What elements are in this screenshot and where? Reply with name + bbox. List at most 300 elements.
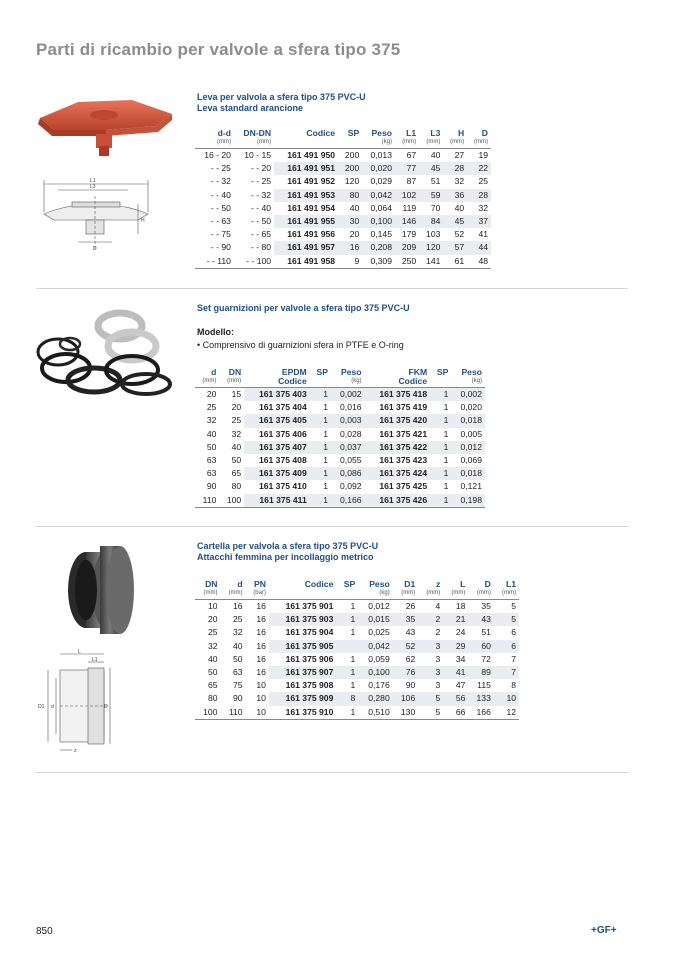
table-cell: - - 65 xyxy=(250,229,272,240)
code-cell: 161 491 954 xyxy=(287,202,336,213)
table-cell: 133 xyxy=(468,692,494,705)
col-header: Peso xyxy=(371,128,392,138)
table-cell: 0,208 xyxy=(362,241,395,254)
code-cell: 161 491 955 xyxy=(274,215,338,228)
table-cell: 50 xyxy=(233,653,243,664)
end-connector-section-heading xyxy=(197,541,378,563)
lever-title: Leva per valvola a sfera tipo 375 PVC-U xyxy=(197,92,366,102)
table-cell: 0,018 xyxy=(451,414,485,427)
table-row xyxy=(195,494,485,508)
lever-table xyxy=(195,128,491,269)
drawing-label-small-d: d xyxy=(51,704,54,710)
table-cell: 1 xyxy=(336,613,358,626)
drawing-label-l1: L1 xyxy=(90,178,96,184)
code-cell: 161 491 957 xyxy=(274,241,338,254)
table-cell: 40 xyxy=(207,653,218,664)
table-cell: 65 xyxy=(207,680,218,691)
table-cell: 30 xyxy=(338,215,362,228)
table-cell: 1 xyxy=(350,601,356,611)
col-unit xyxy=(338,138,362,149)
table-row xyxy=(195,255,491,269)
lever-technical-drawing xyxy=(38,176,158,258)
code-cell: 161 375 903 xyxy=(269,613,336,626)
code-cell: 161 375 422 xyxy=(365,441,431,454)
col-header: SP xyxy=(436,367,449,377)
code-cell: 161 375 907 xyxy=(269,666,336,679)
table-cell: 120 xyxy=(419,241,443,254)
table-cell: 21 xyxy=(443,613,468,626)
gasket-table xyxy=(195,367,485,508)
code-cell: 161 491 950 xyxy=(287,150,336,160)
code-cell: 161 375 418 xyxy=(365,388,431,402)
table-cell: 40 xyxy=(231,441,242,452)
col-unit: (mm) xyxy=(221,589,246,600)
code-cell: 161 491 953 xyxy=(274,189,338,202)
table-cell: 0,042 xyxy=(362,189,395,202)
col-unit: (mm) xyxy=(393,589,419,600)
code-cell: 161 491 952 xyxy=(287,176,336,187)
orange-lever-image xyxy=(36,96,176,164)
end-connector-table xyxy=(195,579,519,720)
table-cell: 10 - 15 xyxy=(244,150,272,160)
table-cell: 90 xyxy=(233,693,243,704)
table-cell: 10 xyxy=(246,706,269,720)
table-cell: 0,166 xyxy=(331,494,365,508)
col-unit: (mm) xyxy=(494,589,519,600)
table-cell: 0,013 xyxy=(370,150,392,160)
col-header: DN xyxy=(205,579,218,589)
table-cell: 41 xyxy=(478,229,488,240)
table-row xyxy=(195,388,485,402)
code-cell: 161 375 425 xyxy=(379,481,428,492)
table-cell: 3 xyxy=(418,666,443,679)
table-cell: 16 xyxy=(256,667,266,678)
table-cell: 32 xyxy=(206,415,217,426)
table-cell: 52 xyxy=(393,640,419,653)
table-row xyxy=(195,454,485,467)
table-cell: 1 xyxy=(323,402,329,413)
table-cell: 115 xyxy=(477,680,491,691)
table-cell: 43 xyxy=(405,627,416,638)
table-cell: 0,145 xyxy=(370,229,392,240)
table-cell: 110 xyxy=(195,494,219,508)
col-unit: (mm) xyxy=(418,589,443,600)
table-cell: 16 xyxy=(256,614,266,625)
table-cell: 50 xyxy=(206,441,217,452)
table-row xyxy=(195,626,519,639)
col-unit: (mm) xyxy=(195,589,221,600)
col-header: SP xyxy=(343,579,356,589)
table-cell: 40 xyxy=(206,428,217,439)
table-cell: 0,018 xyxy=(451,467,485,480)
table-cell: 20 xyxy=(207,614,218,625)
table-cell: 200 xyxy=(338,162,362,175)
table-cell: 0,042 xyxy=(358,640,392,653)
table-cell: 1 xyxy=(430,467,451,480)
table-cell: - - 40 xyxy=(250,202,272,213)
table-cell: - - 32 xyxy=(210,176,231,187)
table-cell: 1 xyxy=(443,481,449,492)
table-cell: 62 xyxy=(405,653,416,664)
table-cell: 1 xyxy=(323,428,329,439)
col-unit: (mm) xyxy=(219,377,244,388)
table-cell: 5 xyxy=(418,692,443,705)
col-header: FKM xyxy=(408,367,428,377)
table-cell: 0,025 xyxy=(368,627,390,638)
table-cell: 179 xyxy=(401,229,417,240)
table-cell: - - 80 xyxy=(250,242,272,253)
table-cell: 209 xyxy=(395,241,419,254)
table-cell: 1 xyxy=(350,627,356,638)
col-unit: (mm) xyxy=(467,138,491,149)
code-cell: 161 375 411 xyxy=(244,494,310,508)
table-cell: 0,002 xyxy=(451,388,485,402)
table-cell: 1 xyxy=(443,428,449,439)
drawing-label-l: L xyxy=(78,649,81,655)
table-cell: - - 63 xyxy=(210,216,231,227)
table-cell: 45 xyxy=(443,215,467,228)
table-cell xyxy=(336,640,358,653)
table-cell: 5 xyxy=(511,601,516,611)
lever-subtitle: Leva standard arancione xyxy=(197,103,304,113)
table-cell: 0,012 xyxy=(368,601,390,611)
col-unit: (mm) xyxy=(443,589,468,600)
table-cell: 3 xyxy=(418,640,443,653)
table-cell: 22 xyxy=(467,162,491,175)
table-cell: 1 xyxy=(430,414,451,427)
table-cell: 19 xyxy=(478,150,488,160)
table-cell: 25 xyxy=(206,402,217,413)
table-cell: 0,029 xyxy=(370,176,392,187)
table-cell: 0,005 xyxy=(460,428,482,439)
col-unit xyxy=(310,377,331,388)
col-header: L3 xyxy=(430,128,441,138)
lever-section-heading xyxy=(197,92,366,114)
table-cell: 250 xyxy=(395,255,419,269)
table-cell: 0,016 xyxy=(340,402,362,413)
table-cell: 56 xyxy=(443,692,468,705)
table-cell: 16 xyxy=(256,640,266,651)
col-header: Codice xyxy=(306,128,336,138)
table-cell: 61 xyxy=(443,255,467,269)
code-cell: 161 491 956 xyxy=(287,229,336,240)
table-cell: 1 xyxy=(336,666,358,679)
code-cell: 161 375 904 xyxy=(285,627,334,638)
table-cell: 0,176 xyxy=(368,680,390,691)
col-unit xyxy=(269,589,336,600)
table-cell: 43 xyxy=(468,613,494,626)
table-cell: 0,055 xyxy=(340,455,362,466)
table-row xyxy=(195,613,519,626)
table-cell: 76 xyxy=(393,666,419,679)
table-cell: 10 xyxy=(494,692,519,705)
section-divider xyxy=(36,772,628,773)
col-header: z xyxy=(436,579,441,589)
table-cell: 120 xyxy=(344,176,360,187)
table-cell: 0,020 xyxy=(362,162,395,175)
code-cell: 161 375 421 xyxy=(379,428,428,439)
table-cell: 35 xyxy=(481,601,491,611)
table-cell: 2 xyxy=(418,613,443,626)
table-cell: 1 xyxy=(430,494,451,508)
col-header: DN-DN xyxy=(243,128,272,138)
model-bullet xyxy=(197,339,404,352)
end-connector-image xyxy=(60,544,136,636)
table-cell: 51 xyxy=(481,627,491,638)
table-cell: 0,015 xyxy=(358,613,392,626)
table-cell: 66 xyxy=(443,706,468,720)
code-cell: 161 491 958 xyxy=(274,255,338,269)
table-cell: 32 xyxy=(478,202,488,213)
table-cell: 0,100 xyxy=(362,215,395,228)
table-row xyxy=(195,228,491,241)
table-cell: 5 xyxy=(418,706,443,720)
table-cell: 44 xyxy=(467,241,491,254)
col-header: DN xyxy=(228,367,242,377)
table-cell: 15 xyxy=(231,389,242,399)
gasket-model-block xyxy=(197,326,404,352)
table-cell: 0,280 xyxy=(358,692,392,705)
table-cell: 40 xyxy=(349,202,360,213)
table-cell: 40 xyxy=(430,150,441,160)
col-unit xyxy=(274,138,338,149)
table-cell: 16 xyxy=(338,241,362,254)
table-cell: 36 xyxy=(443,189,467,202)
col-header: d-d xyxy=(217,128,231,138)
table-cell: 51 xyxy=(430,176,441,187)
col-header: Peso xyxy=(341,367,362,377)
table-cell: 8 xyxy=(336,692,358,705)
table-cell: 80 xyxy=(338,189,362,202)
col-unit: (mm) xyxy=(443,138,467,149)
col-unit: (kg) xyxy=(451,377,485,388)
table-cell: 0,059 xyxy=(368,653,390,664)
table-cell: 141 xyxy=(419,255,443,269)
drawing-label-z: z xyxy=(74,748,77,754)
drawing-label-d1: D1 xyxy=(38,704,45,710)
table-cell: 1 xyxy=(430,441,451,454)
table-cell: 59 xyxy=(419,189,443,202)
table-cell: 35 xyxy=(393,613,419,626)
end-connector-subtitle: Attacchi femmina per incollaggio metrico xyxy=(197,552,374,562)
table-cell: 0,069 xyxy=(460,455,482,466)
table-cell: 106 xyxy=(393,692,419,705)
table-row xyxy=(195,202,491,215)
table-cell: 100 xyxy=(219,494,244,508)
table-cell: - - 25 xyxy=(250,176,272,187)
table-row xyxy=(195,480,485,493)
col-unit: (mm) xyxy=(419,138,443,149)
table-cell: 16 xyxy=(233,601,243,611)
table-cell: 7 xyxy=(511,653,516,664)
table-cell: 1 xyxy=(310,441,331,454)
table-cell: 3 xyxy=(435,680,441,691)
drawing-label-h: H xyxy=(141,218,145,224)
table-cell: 103 xyxy=(426,229,441,240)
table-cell: 65 xyxy=(231,468,242,479)
gasket-section-heading: Set guarnizioni per valvole a sfera tipo 375 PVC-U xyxy=(197,303,410,313)
table-cell: 5 xyxy=(494,613,519,626)
table-cell: 100 xyxy=(195,706,221,720)
drawing-label-d: D xyxy=(93,246,97,252)
col-header: SP xyxy=(316,367,329,377)
table-cell: 16 xyxy=(256,601,266,611)
table-cell: 63 xyxy=(206,468,217,479)
code-cell: 161 375 419 xyxy=(379,402,428,413)
bullet-icon: • xyxy=(197,340,201,350)
gasket-set-image xyxy=(36,306,176,398)
table-cell: 32 xyxy=(454,176,465,187)
table-cell: 9 xyxy=(338,255,362,269)
table-cell: 25 xyxy=(231,415,242,426)
table-cell: 25 xyxy=(207,627,218,638)
table-cell: 6 xyxy=(494,640,519,653)
table-cell: 0,037 xyxy=(331,441,365,454)
table-cell: 75 xyxy=(233,680,243,691)
table-cell: 20 xyxy=(206,389,217,399)
table-cell: 27 xyxy=(454,150,465,160)
table-cell: 2 xyxy=(435,627,441,638)
col-header: Peso xyxy=(461,367,482,377)
table-cell: 1 xyxy=(443,455,449,466)
table-cell: 70 xyxy=(430,202,441,213)
gf-logo: +GF+ xyxy=(591,925,617,936)
table-cell: 130 xyxy=(393,706,419,720)
table-cell: 41 xyxy=(443,666,468,679)
col-unit: (mm) xyxy=(395,138,419,149)
table-row xyxy=(195,467,485,480)
table-cell: 0,092 xyxy=(340,481,362,492)
table-cell: 1 xyxy=(443,402,449,413)
table-cell: 20 xyxy=(349,229,360,240)
code-cell: 161 375 404 xyxy=(258,402,307,413)
table-cell: 84 xyxy=(419,215,443,228)
table-cell: 32 xyxy=(207,640,218,651)
table-cell: - - 50 xyxy=(210,202,231,213)
col-header: Codice xyxy=(304,579,334,589)
section-divider xyxy=(36,288,628,289)
code-cell: 161 375 909 xyxy=(269,692,336,705)
table-cell: 16 xyxy=(256,627,266,638)
col-header: Peso xyxy=(369,579,390,589)
col-header: D xyxy=(484,579,491,589)
code-cell: 161 375 426 xyxy=(365,494,431,508)
table-cell: 80 xyxy=(207,693,218,704)
table-cell: 67 xyxy=(406,150,417,160)
table-cell: 40 xyxy=(233,640,243,651)
table-row xyxy=(195,640,519,653)
table-cell: 34 xyxy=(455,653,466,664)
drawing-label-big-d: D xyxy=(104,704,108,710)
table-cell: 80 xyxy=(231,481,242,492)
table-cell: 0,198 xyxy=(451,494,485,508)
table-cell: 10 xyxy=(256,680,266,691)
col-unit: (kg) xyxy=(362,138,395,149)
col-unit: (bar) xyxy=(246,589,269,600)
table-cell: 1 xyxy=(310,494,331,508)
col-header-line2: Codice xyxy=(365,377,431,388)
table-cell: 1 xyxy=(336,706,358,720)
table-cell: 166 xyxy=(468,706,494,720)
table-cell: 26 xyxy=(405,601,416,611)
col-unit: (mm) xyxy=(195,377,219,388)
col-header: D xyxy=(481,128,488,138)
table-cell: 8 xyxy=(511,680,516,691)
col-header: EPDM xyxy=(281,367,307,377)
table-cell: 45 xyxy=(419,162,443,175)
table-cell: 16 xyxy=(256,653,266,664)
table-cell: 89 xyxy=(468,666,494,679)
end-connector-title: Cartella per valvola a sfera tipo 375 PVC-U xyxy=(197,541,379,551)
table-cell: 29 xyxy=(443,640,468,653)
code-cell: 161 491 951 xyxy=(274,162,338,175)
table-cell: 4 xyxy=(435,601,441,611)
table-cell: - - 75 xyxy=(210,229,231,240)
code-cell: 161 375 910 xyxy=(269,706,336,720)
table-cell: 12 xyxy=(494,706,519,720)
col-header: H xyxy=(457,128,465,138)
code-cell: 161 375 409 xyxy=(244,467,310,480)
table-cell: 6 xyxy=(511,627,516,638)
code-cell: 161 375 905 xyxy=(269,640,336,653)
table-cell: 0,100 xyxy=(358,666,392,679)
table-row xyxy=(195,428,485,441)
code-cell: 161 375 908 xyxy=(285,680,334,691)
table-cell: 28 xyxy=(443,162,467,175)
table-cell: 90 xyxy=(405,680,416,691)
table-row xyxy=(195,414,485,427)
code-cell: 161 375 408 xyxy=(258,455,307,466)
table-cell: 77 xyxy=(395,162,419,175)
table-cell: 50 xyxy=(231,455,242,466)
code-cell: 161 375 410 xyxy=(258,481,307,492)
table-row xyxy=(195,666,519,679)
col-header: SP xyxy=(347,128,360,138)
code-cell: 161 375 406 xyxy=(258,428,307,439)
table-row xyxy=(195,679,519,692)
table-cell: - - 50 xyxy=(250,216,272,227)
table-cell: 200 xyxy=(344,150,360,160)
code-cell: 161 375 423 xyxy=(379,455,428,466)
table-cell: 146 xyxy=(395,215,419,228)
table-cell: 1 xyxy=(350,653,356,664)
table-cell: 57 xyxy=(443,241,467,254)
table-cell: 0,002 xyxy=(331,388,365,402)
table-cell: 16 - 20 xyxy=(204,150,231,160)
table-cell: 0,028 xyxy=(340,428,362,439)
col-header: PN xyxy=(254,579,266,589)
table-cell: 40 xyxy=(454,202,465,213)
col-unit xyxy=(336,589,358,600)
table-cell: 72 xyxy=(481,653,491,664)
table-cell: 119 xyxy=(402,202,417,213)
col-unit: (kg) xyxy=(358,589,392,600)
col-unit: (mm) xyxy=(234,138,274,149)
code-cell: 161 375 901 xyxy=(285,601,334,611)
table-row xyxy=(195,692,519,705)
col-header: L1 xyxy=(406,128,417,138)
table-cell: 20 xyxy=(231,402,242,413)
table-row xyxy=(195,189,491,202)
col-unit xyxy=(430,377,451,388)
table-cell: - - 20 xyxy=(250,163,272,174)
table-cell: 1 xyxy=(310,414,331,427)
table-cell: 10 xyxy=(256,693,266,704)
table-cell: 0,086 xyxy=(331,467,365,480)
table-cell: 1 xyxy=(430,388,451,402)
table-cell: 1 xyxy=(310,467,331,480)
table-cell: 90 xyxy=(206,481,217,492)
